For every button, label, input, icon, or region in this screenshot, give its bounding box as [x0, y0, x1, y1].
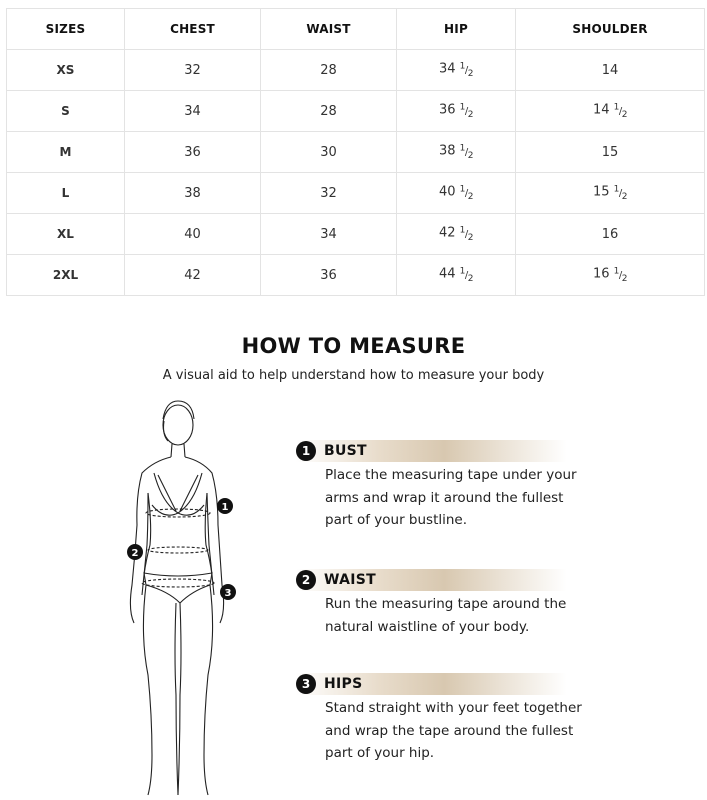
step-number-badge: 3	[296, 674, 316, 694]
table-row	[7, 173, 705, 214]
table-row	[7, 50, 705, 91]
half-fraction: $^1/_2$	[459, 225, 474, 243]
cell-hip: 44 $^1/_2$	[397, 255, 516, 296]
cell-hip: 34 $^1/_2$	[397, 50, 516, 91]
size-chart-table	[6, 8, 705, 296]
body-figure-illustration	[118, 395, 258, 800]
half-fraction: $^1/_2$	[459, 143, 474, 161]
step-number-badge: 1	[296, 441, 316, 461]
cell-hip: 36 $^1/_2$	[397, 91, 516, 132]
half-fraction: $^1/_2$	[613, 266, 628, 284]
step-label: WAIST	[324, 572, 376, 588]
cell-chest: 32	[125, 50, 261, 91]
cell-chest: 36	[125, 132, 261, 173]
cell-chest: 42	[125, 255, 261, 296]
header-shoulder: SHOULDER	[516, 9, 705, 50]
cell-hip: 40 $^1/_2$	[397, 173, 516, 214]
table-row	[7, 255, 705, 296]
step-line: Run the measuring tape around the	[325, 596, 567, 612]
half-fraction: $^1/_2$	[459, 184, 474, 202]
step-bust	[296, 440, 626, 532]
figure-marker-2	[127, 544, 143, 560]
cell-shoulder: 16	[516, 214, 705, 255]
cell-shoulder: 15 $^1/_2$	[516, 173, 705, 214]
page-subtitle: A visual aid to help understand how to measure your body	[162, 368, 545, 383]
cell-shoulder: 14	[516, 50, 705, 91]
table-row	[7, 132, 705, 173]
figure-marker-1	[217, 498, 233, 514]
cell-size: XS	[7, 50, 125, 91]
half-fraction: $^1/_2$	[459, 266, 474, 284]
cell-chest: 40	[125, 214, 261, 255]
step-line: part of your bustline.	[325, 512, 468, 528]
header-hip: HIP	[397, 9, 516, 50]
step-bust-header	[296, 440, 626, 462]
cell-size: 2XL	[7, 255, 125, 296]
cell-size: L	[7, 173, 125, 214]
page-title: HOW TO MEASURE	[241, 334, 466, 358]
step-hips-header	[296, 673, 626, 695]
step-number-badge: 2	[296, 570, 316, 590]
header-sizes: SIZES	[7, 9, 125, 50]
step-line: arms and wrap it around the fullest	[325, 489, 564, 506]
step-line: Stand straight with your feet together	[325, 700, 582, 716]
half-fraction: $^1/_2$	[459, 61, 474, 79]
half-fraction: $^1/_2$	[459, 102, 474, 120]
cell-size: XL	[7, 214, 125, 255]
step-waist	[296, 569, 626, 638]
svg-text:3: 3	[224, 588, 232, 599]
header-waist: WAIST	[261, 9, 397, 50]
cell-shoulder: 15	[516, 132, 705, 173]
step-description	[325, 464, 626, 532]
cell-chest: 38	[125, 173, 261, 214]
step-line: part of your hip.	[325, 745, 435, 761]
figure-marker-3	[220, 584, 236, 600]
step-line: Place the measuring tape under your	[325, 467, 577, 483]
cell-hip: 38 $^1/_2$	[397, 132, 516, 173]
cell-hip: 42 $^1/_2$	[397, 214, 516, 255]
cell-shoulder: 16 $^1/_2$	[516, 255, 705, 296]
step-line: and wrap the tape around the fullest	[325, 722, 574, 739]
svg-text:2: 2	[131, 548, 139, 559]
cell-waist: 28	[261, 50, 397, 91]
cell-waist: 32	[261, 173, 397, 214]
header-chest: CHEST	[125, 9, 261, 50]
step-description	[325, 697, 626, 765]
half-fraction: $^1/_2$	[613, 102, 628, 120]
step-waist-header	[296, 569, 626, 591]
cell-size: S	[7, 91, 125, 132]
cell-shoulder: 14 $^1/_2$	[516, 91, 705, 132]
table-header-row	[7, 9, 705, 50]
cell-size: M	[7, 132, 125, 173]
table-row	[7, 91, 705, 132]
step-label: HIPS	[324, 676, 363, 692]
cell-waist: 28	[261, 91, 397, 132]
cell-waist: 34	[261, 214, 397, 255]
step-hips	[296, 673, 626, 765]
svg-text:1: 1	[221, 502, 229, 513]
cell-waist: 30	[261, 132, 397, 173]
step-description	[325, 593, 626, 638]
cell-chest: 34	[125, 91, 261, 132]
half-fraction: $^1/_2$	[613, 184, 628, 202]
step-label: BUST	[324, 443, 367, 459]
table-row	[7, 214, 705, 255]
cell-waist: 36	[261, 255, 397, 296]
step-line: natural waistline of your body.	[325, 618, 530, 635]
